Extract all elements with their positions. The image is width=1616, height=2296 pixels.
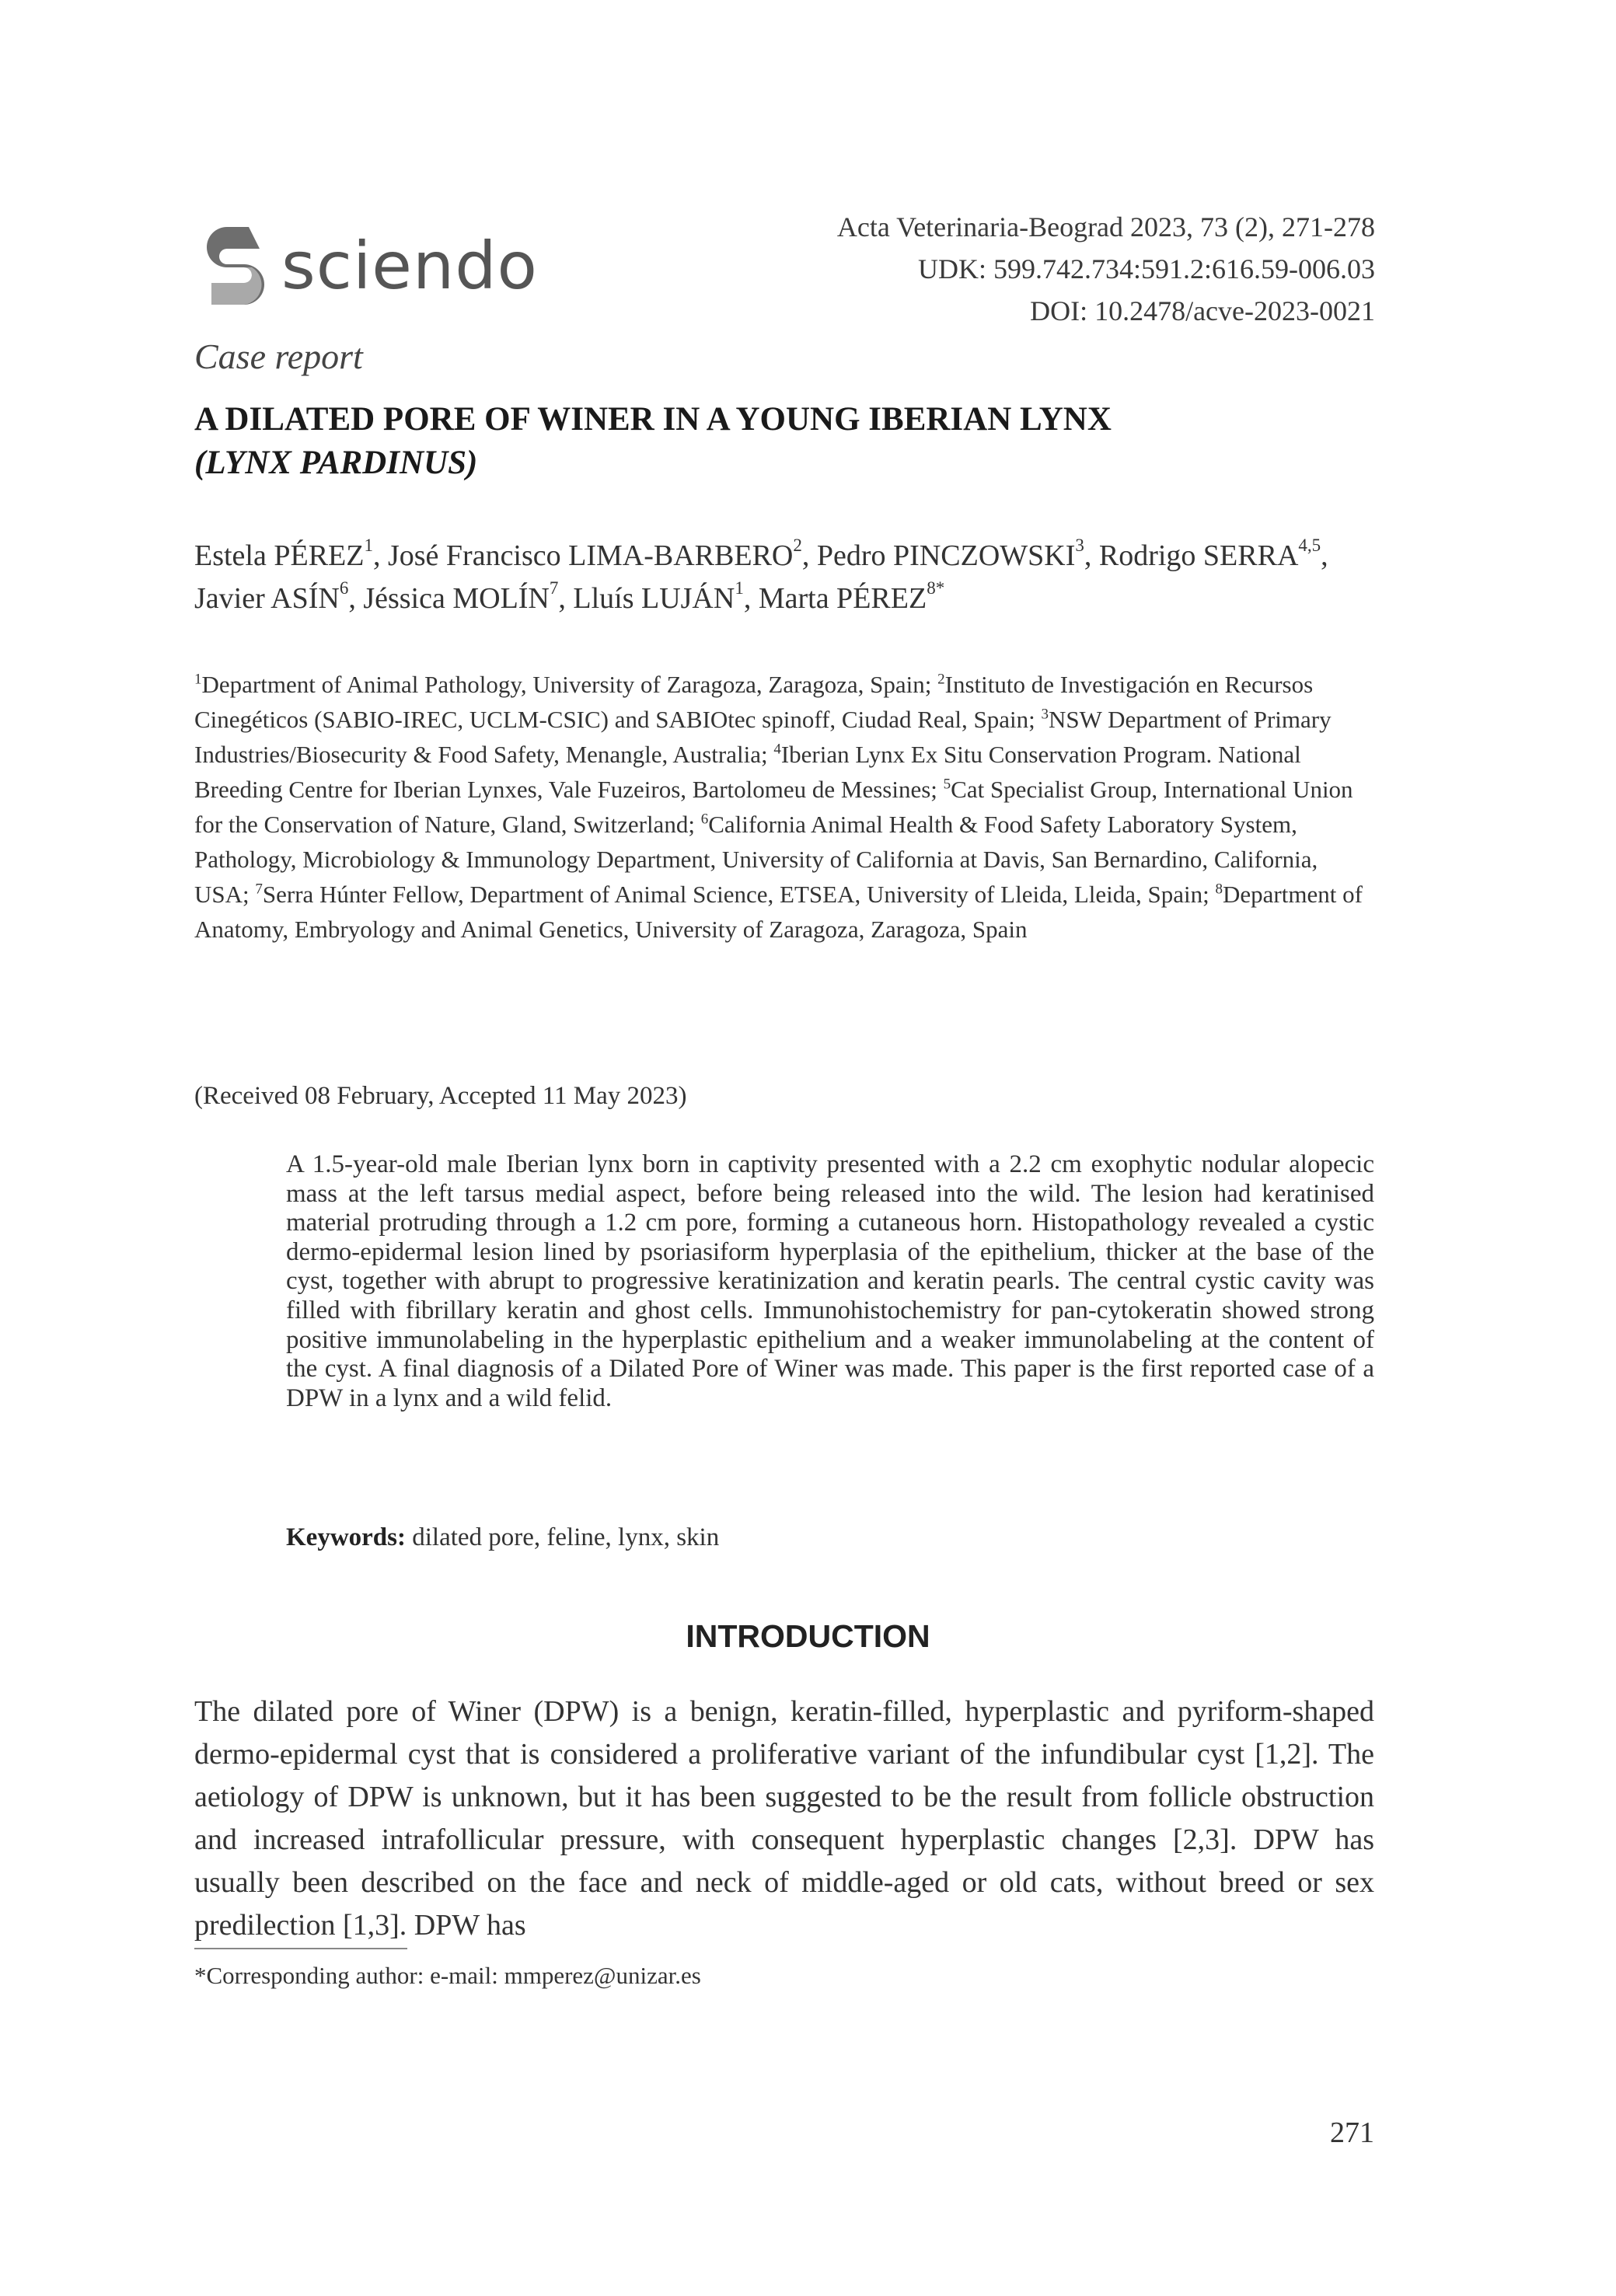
page-number: 271 — [1330, 2116, 1374, 2149]
logo-text: sciendo — [281, 228, 538, 304]
affiliation: $^4$Iberian Lynx Ex Situ Conservation Program. National Breeding Centre for Iberian Lynxes, Vale Fuzeiros, Bartolomeu de Messines; — [194, 741, 1301, 803]
author: Estela PÉREZ$^1$, — [194, 536, 388, 572]
abstract — [286, 1150, 1374, 1413]
affiliation: $^5$Cat Specialist Group, International Union for the Conservation of Nature, Gland, Switzerland; — [194, 776, 1353, 838]
keywords-label: Keywords: — [286, 1523, 406, 1551]
keywords — [286, 1523, 719, 1552]
affiliation: $^6$California Animal Health & Food Safety Laboratory System, Pathology, Microbiology & Immunology Department, University of California at Davis, San Bernardino, California, USA; — [194, 811, 1318, 908]
journal-citation: Acta Veterinaria-Beograd 2023, 73 (2), 271-278 — [836, 211, 1375, 243]
journal-udk: UDK: 599.742.734:591.2:616.59-006.03 — [918, 253, 1375, 284]
author: Lluís LUJÁN$^1$, — [573, 578, 759, 615]
section-heading-introduction: INTRODUCTION — [686, 1618, 930, 1654]
sciendo-s-mark-icon — [204, 222, 267, 309]
affiliation: $^7$Serra Húnter Fellow, Department of Animal Science, ETSEA, University of Lleida, Lleida, Spain; — [255, 881, 1216, 908]
affiliations — [194, 667, 1376, 947]
introduction-body — [194, 1691, 1374, 1947]
journal-info — [837, 206, 1375, 332]
corresponding-author-footnote: *Corresponding author: e-mail: mmperez@unizar.es — [194, 1962, 701, 1989]
keywords-value: dilated pore, feline, lynx, skin — [405, 1523, 720, 1551]
author: Jéssica MOLÍN$^7$, — [363, 578, 574, 615]
affiliation: $^8$Department of Anatomy, Embryology and Animal Genetics, University of Zaragoza, Zaragoza, Spain — [194, 881, 1363, 943]
journal-doi: DOI: 10.2478/acve-2023-0021 — [1030, 295, 1375, 326]
introduction-paragraph: The dilated pore of Winer (DPW) is a benign, keratin-filled, hyperplastic and pyriform-shaped dermo-epidermal cyst that is considered a proliferative variant of the infundibular cyst [1,2]. The aetiology of DPW is unknown, but it has been suggested to be the result from follicle obstruction and increased intrafollicular pressure, with consequent hyperplastic changes [2,3]. DPW has usually been described on the face and neck of middle-aged or old cats, without breed or sex predilection [1,3]. DPW has — [194, 1695, 1374, 1942]
received-dates: (Received 08 February, Accepted 11 May 2023) — [194, 1082, 687, 1110]
affiliation: $^1$Department of Animal Pathology, University of Zaragoza, Zaragoza, Spain; — [194, 671, 938, 698]
author: José Francisco LIMA-BARBERO$^2$, — [387, 536, 817, 572]
affiliation: $^3$NSW Department of Primary Industries/Biosecurity & Food Safety, Menangle, Australia; — [194, 706, 1332, 768]
article-title — [194, 398, 1422, 485]
footnote-divider — [194, 1948, 407, 1949]
article-type: Case report — [194, 337, 363, 376]
author: Marta $PÉREZ^{8*}$ — [758, 578, 945, 615]
title-latin: (LYNX PARDINUS) — [194, 445, 478, 481]
affiliation: $^2$Instituto de Investigación en Recursos Cinegéticos (SABIO-IREC, UCLM-CSIC) and SABIOtec spinoff, Ciudad Real, Spain; — [194, 671, 1314, 733]
abstract-text: A 1.5-year-old male Iberian lynx born in captivity presented with a 2.2 cm exophytic nodular alopecic mass at the left tarsus medial aspect, before being released into the wild. The lesion had keratinised material protruding through a 1.2 cm pore, forming a cutaneous horn. Histopathology revealed a cystic dermo-epidermal lesion lined by psoriasiform hyperplasia of the epithelium, thicker at the base of the cyst, together with abrupt to progressive keratinization and keratin pearls. The central cystic cavity was filled with fibrillary keratin and ghost cells. Immunohistochemistry for pan-cytokeratin showed strong positive immunolabeling in the hyperplastic epithelium and a weaker immunolabeling at the content of the cyst. A final diagnosis of a Dilated Pore of Winer was made. This paper is the first reported case of a DPW in a lynx and a wild felid. — [286, 1150, 1374, 1412]
sciendo-logo — [204, 222, 538, 309]
author: Rodrigo SERRA$^{4,5}$, — [1098, 536, 1328, 572]
author-list — [194, 535, 1376, 620]
author: Javier ASÍN$^6$, — [194, 578, 364, 615]
author: Pedro PINCZOWSKI$^3$, — [816, 536, 1099, 572]
title-main: A DILATED PORE OF WINER IN A YOUNG IBERIAN LYNX — [194, 401, 1112, 438]
